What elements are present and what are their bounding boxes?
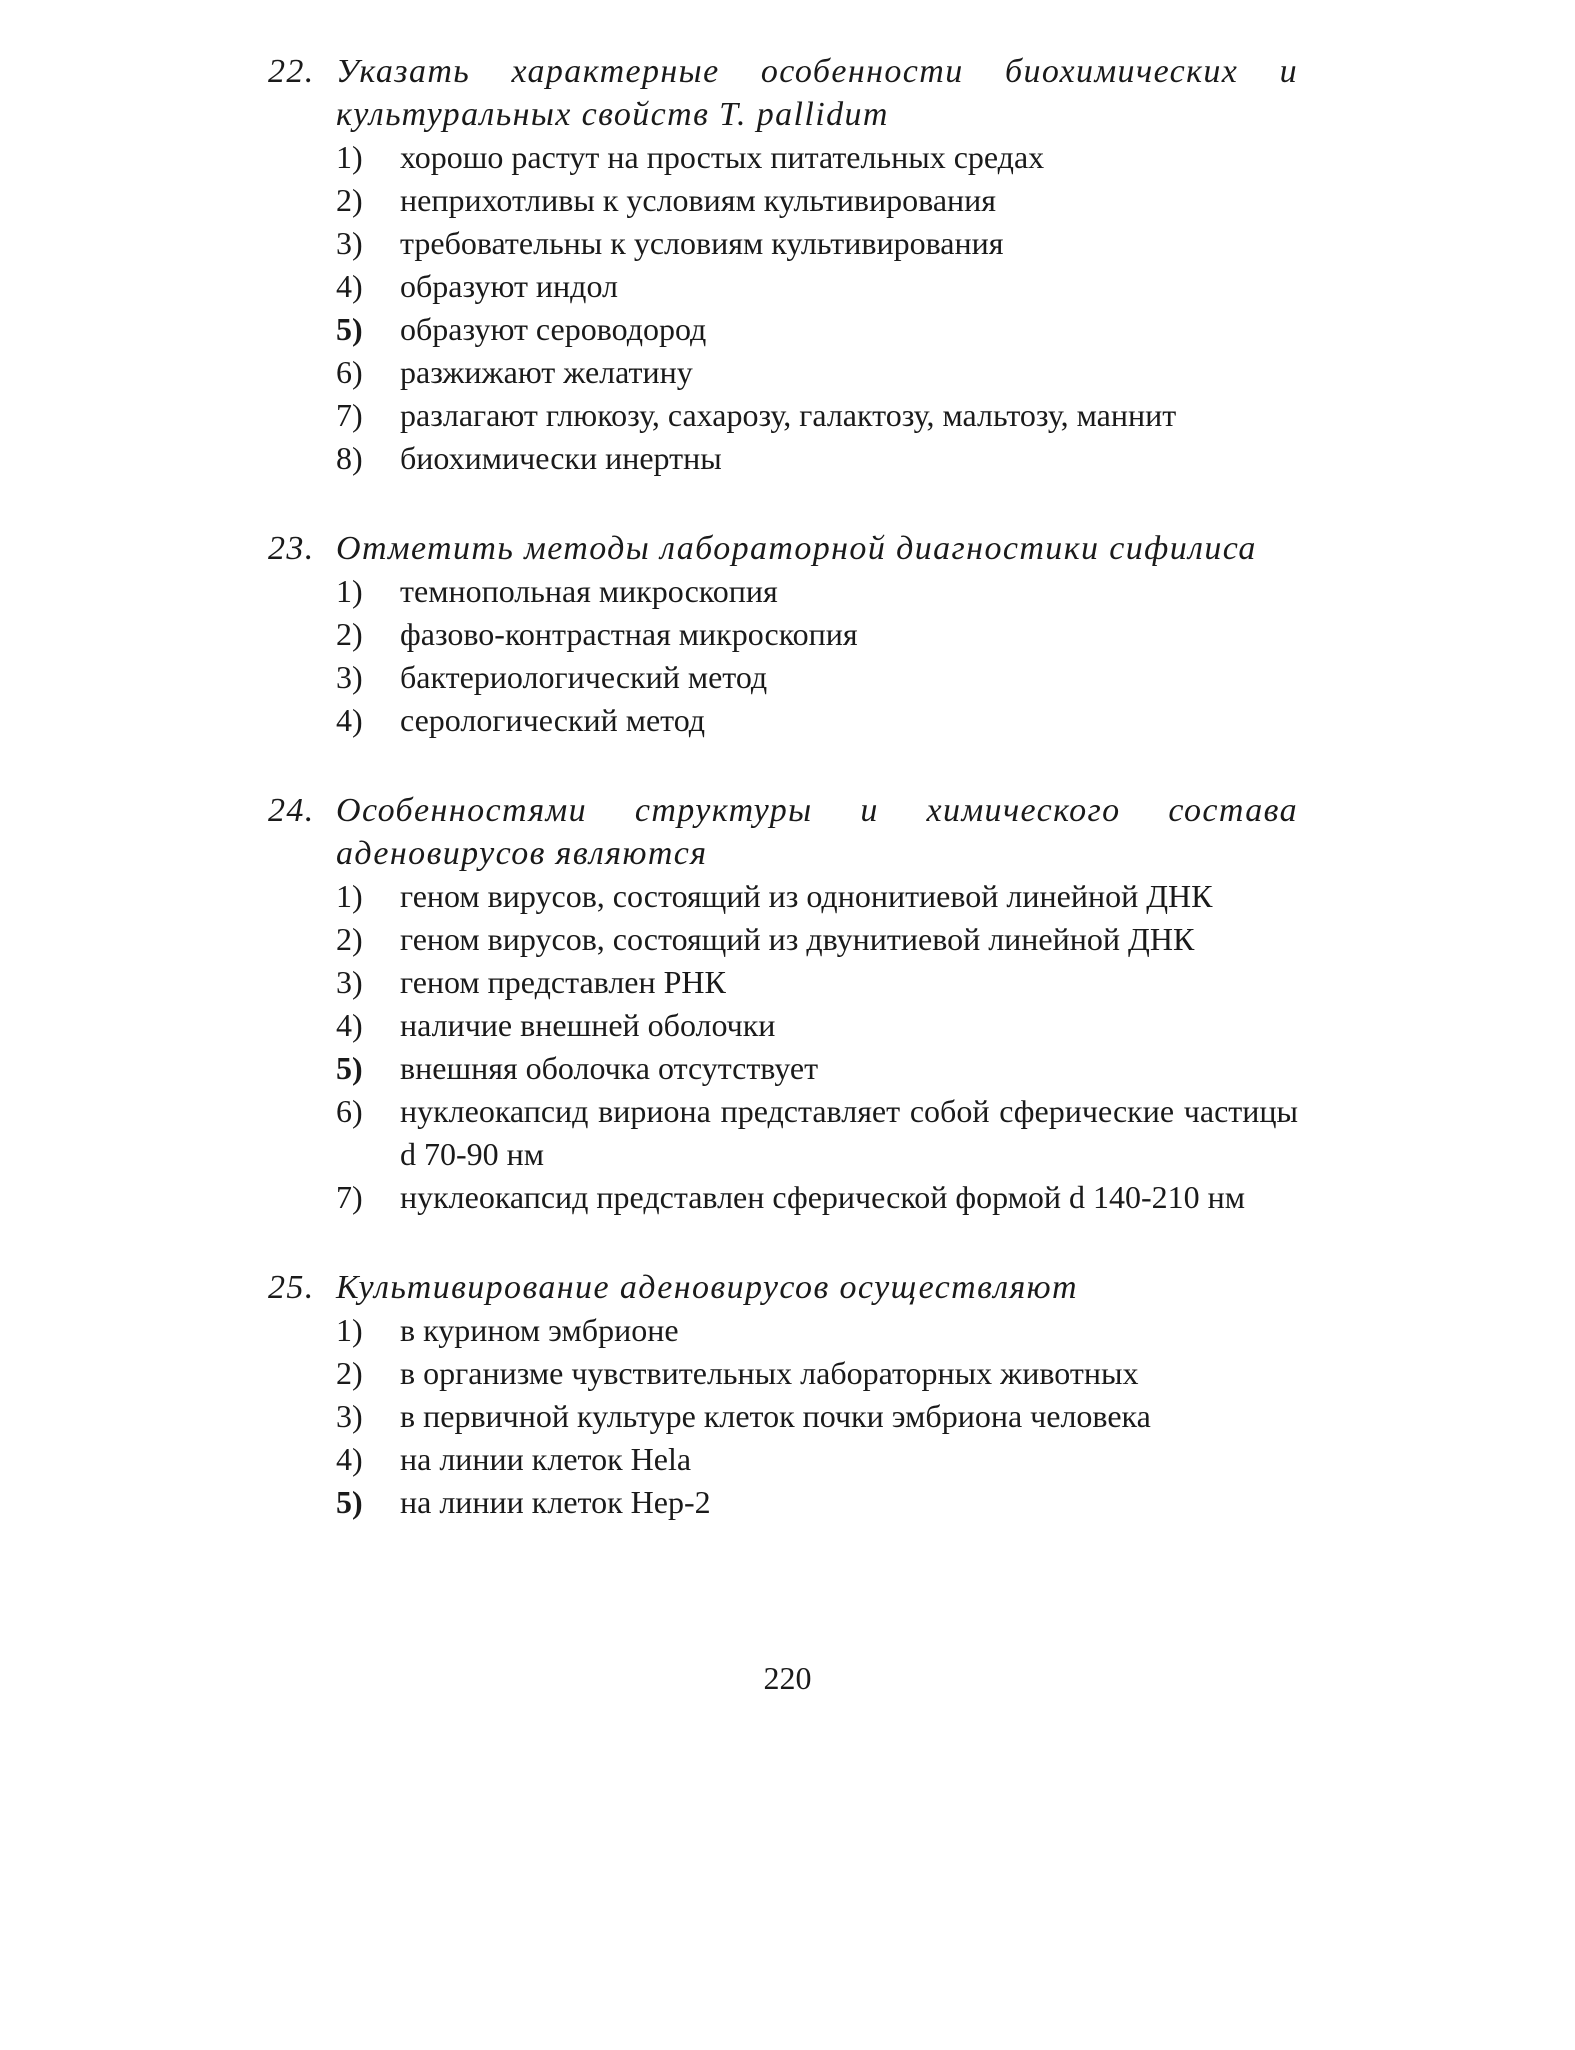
answer-option [268,437,1298,480]
option-number: 7) [336,397,363,433]
question-24 [268,789,1298,1219]
option-text: образуют индол [400,268,618,304]
option-text: нуклеокапсид представлен сферической формой d 140-210 нм [400,1179,1246,1215]
option-number: 5) [336,1050,363,1086]
answer-option [268,351,1298,394]
option-number: 2) [336,182,363,218]
option-number: 6) [336,354,363,390]
option-text: геном вирусов, состоящий из однонитиевой линейной ДНК [400,878,1213,914]
option-number: 4) [336,268,363,304]
answer-option [268,1438,1298,1481]
option-text: наличие внешней оболочки [400,1007,776,1043]
option-text: разлагают глюкозу, сахарозу, галактозу, мальтозу, маннит [400,397,1177,433]
answer-option [268,875,1298,918]
option-number: 2) [336,921,363,957]
page-content [268,50,1298,1571]
option-number: 1) [336,1312,363,1348]
option-number: 2) [336,1355,363,1391]
option-number: 8) [336,440,363,476]
answer-option [268,394,1298,437]
option-text: бактериологический метод [400,659,768,695]
option-number: 3) [336,1398,363,1434]
option-text: разжижают желатину [400,354,693,390]
question-text: Указать характерные особенности биохимических и культуральных свойств T. pallidum [336,53,1298,133]
answer-option [268,699,1298,742]
answer-options [268,570,1298,742]
option-text: биохимически инертны [400,440,722,476]
option-text: серологический метод [400,702,706,738]
option-number: 1) [336,139,363,175]
answer-option [268,1047,1298,1090]
option-text: в первичной культуре клеток почки эмбриона человека [400,1398,1151,1434]
answer-option [268,570,1298,613]
page-number: 220 [763,1660,812,1696]
option-number: 3) [336,225,363,261]
option-text: темнопольная микроскопия [400,573,778,609]
answer-option [268,961,1298,1004]
option-text: на линии клеток Hep-2 [400,1484,711,1520]
question-text: Культивирование аденовирусов осуществляют [336,1269,1078,1306]
option-number: 6) [336,1093,363,1129]
answer-option [268,1309,1298,1352]
question-text: Особенностями структуры и химического состава аденовирусов являются [336,792,1298,872]
option-text: в курином эмбрионе [400,1312,679,1348]
question-25 [268,1266,1298,1524]
answer-option [268,1176,1298,1219]
answer-option [268,1004,1298,1047]
question-heading [268,789,1298,875]
question-number: 23. [268,530,315,567]
answer-option [268,656,1298,699]
option-text: на линии клеток Hela [400,1441,692,1477]
question-number: 22. [268,53,315,90]
option-text: образуют сероводород [400,311,707,347]
option-number: 3) [336,659,363,695]
answer-option [268,1352,1298,1395]
option-number: 2) [336,616,363,652]
option-text: в организме чувствительных лабораторных животных [400,1355,1139,1391]
answer-options [268,875,1298,1219]
question-heading [268,50,1298,136]
question-23 [268,527,1298,742]
answer-option [268,136,1298,179]
question-heading [268,1266,1298,1309]
answer-option [268,1395,1298,1438]
answer-option [268,179,1298,222]
option-number: 7) [336,1179,363,1215]
question-text: Отметить методы лабораторной диагностики сифилиса [336,530,1257,567]
option-text: хорошо растут на простых питательных средах [400,139,1045,175]
question-22 [268,50,1298,480]
answer-options [268,136,1298,480]
option-number: 4) [336,702,363,738]
option-text: геном представлен РНК [400,964,726,1000]
option-number: 1) [336,878,363,914]
option-text: нуклеокапсид вириона представляет собой сферические частицы d 70-90 нм [400,1093,1298,1172]
option-number: 5) [336,311,363,347]
answer-options [268,1309,1298,1524]
answer-option [268,222,1298,265]
option-text: геном вирусов, состоящий из двунитиевой линейной ДНК [400,921,1195,957]
question-number: 24. [268,792,315,829]
option-number: 5) [336,1484,363,1520]
option-text: требовательны к условиям культивирования [400,225,1004,261]
question-heading [268,527,1298,570]
option-number: 4) [336,1007,363,1043]
answer-option [268,613,1298,656]
option-text: неприхотливы к условиям культивирования [400,182,996,218]
answer-option [268,918,1298,961]
option-number: 1) [336,573,363,609]
answer-option [268,265,1298,308]
answer-option [268,1090,1298,1176]
option-number: 4) [336,1441,363,1477]
option-number: 3) [336,964,363,1000]
option-text: внешняя оболочка отсутствует [400,1050,819,1086]
answer-option [268,308,1298,351]
answer-option [268,1481,1298,1524]
question-number: 25. [268,1269,315,1306]
option-text: фазово-контрастная микроскопия [400,616,858,652]
